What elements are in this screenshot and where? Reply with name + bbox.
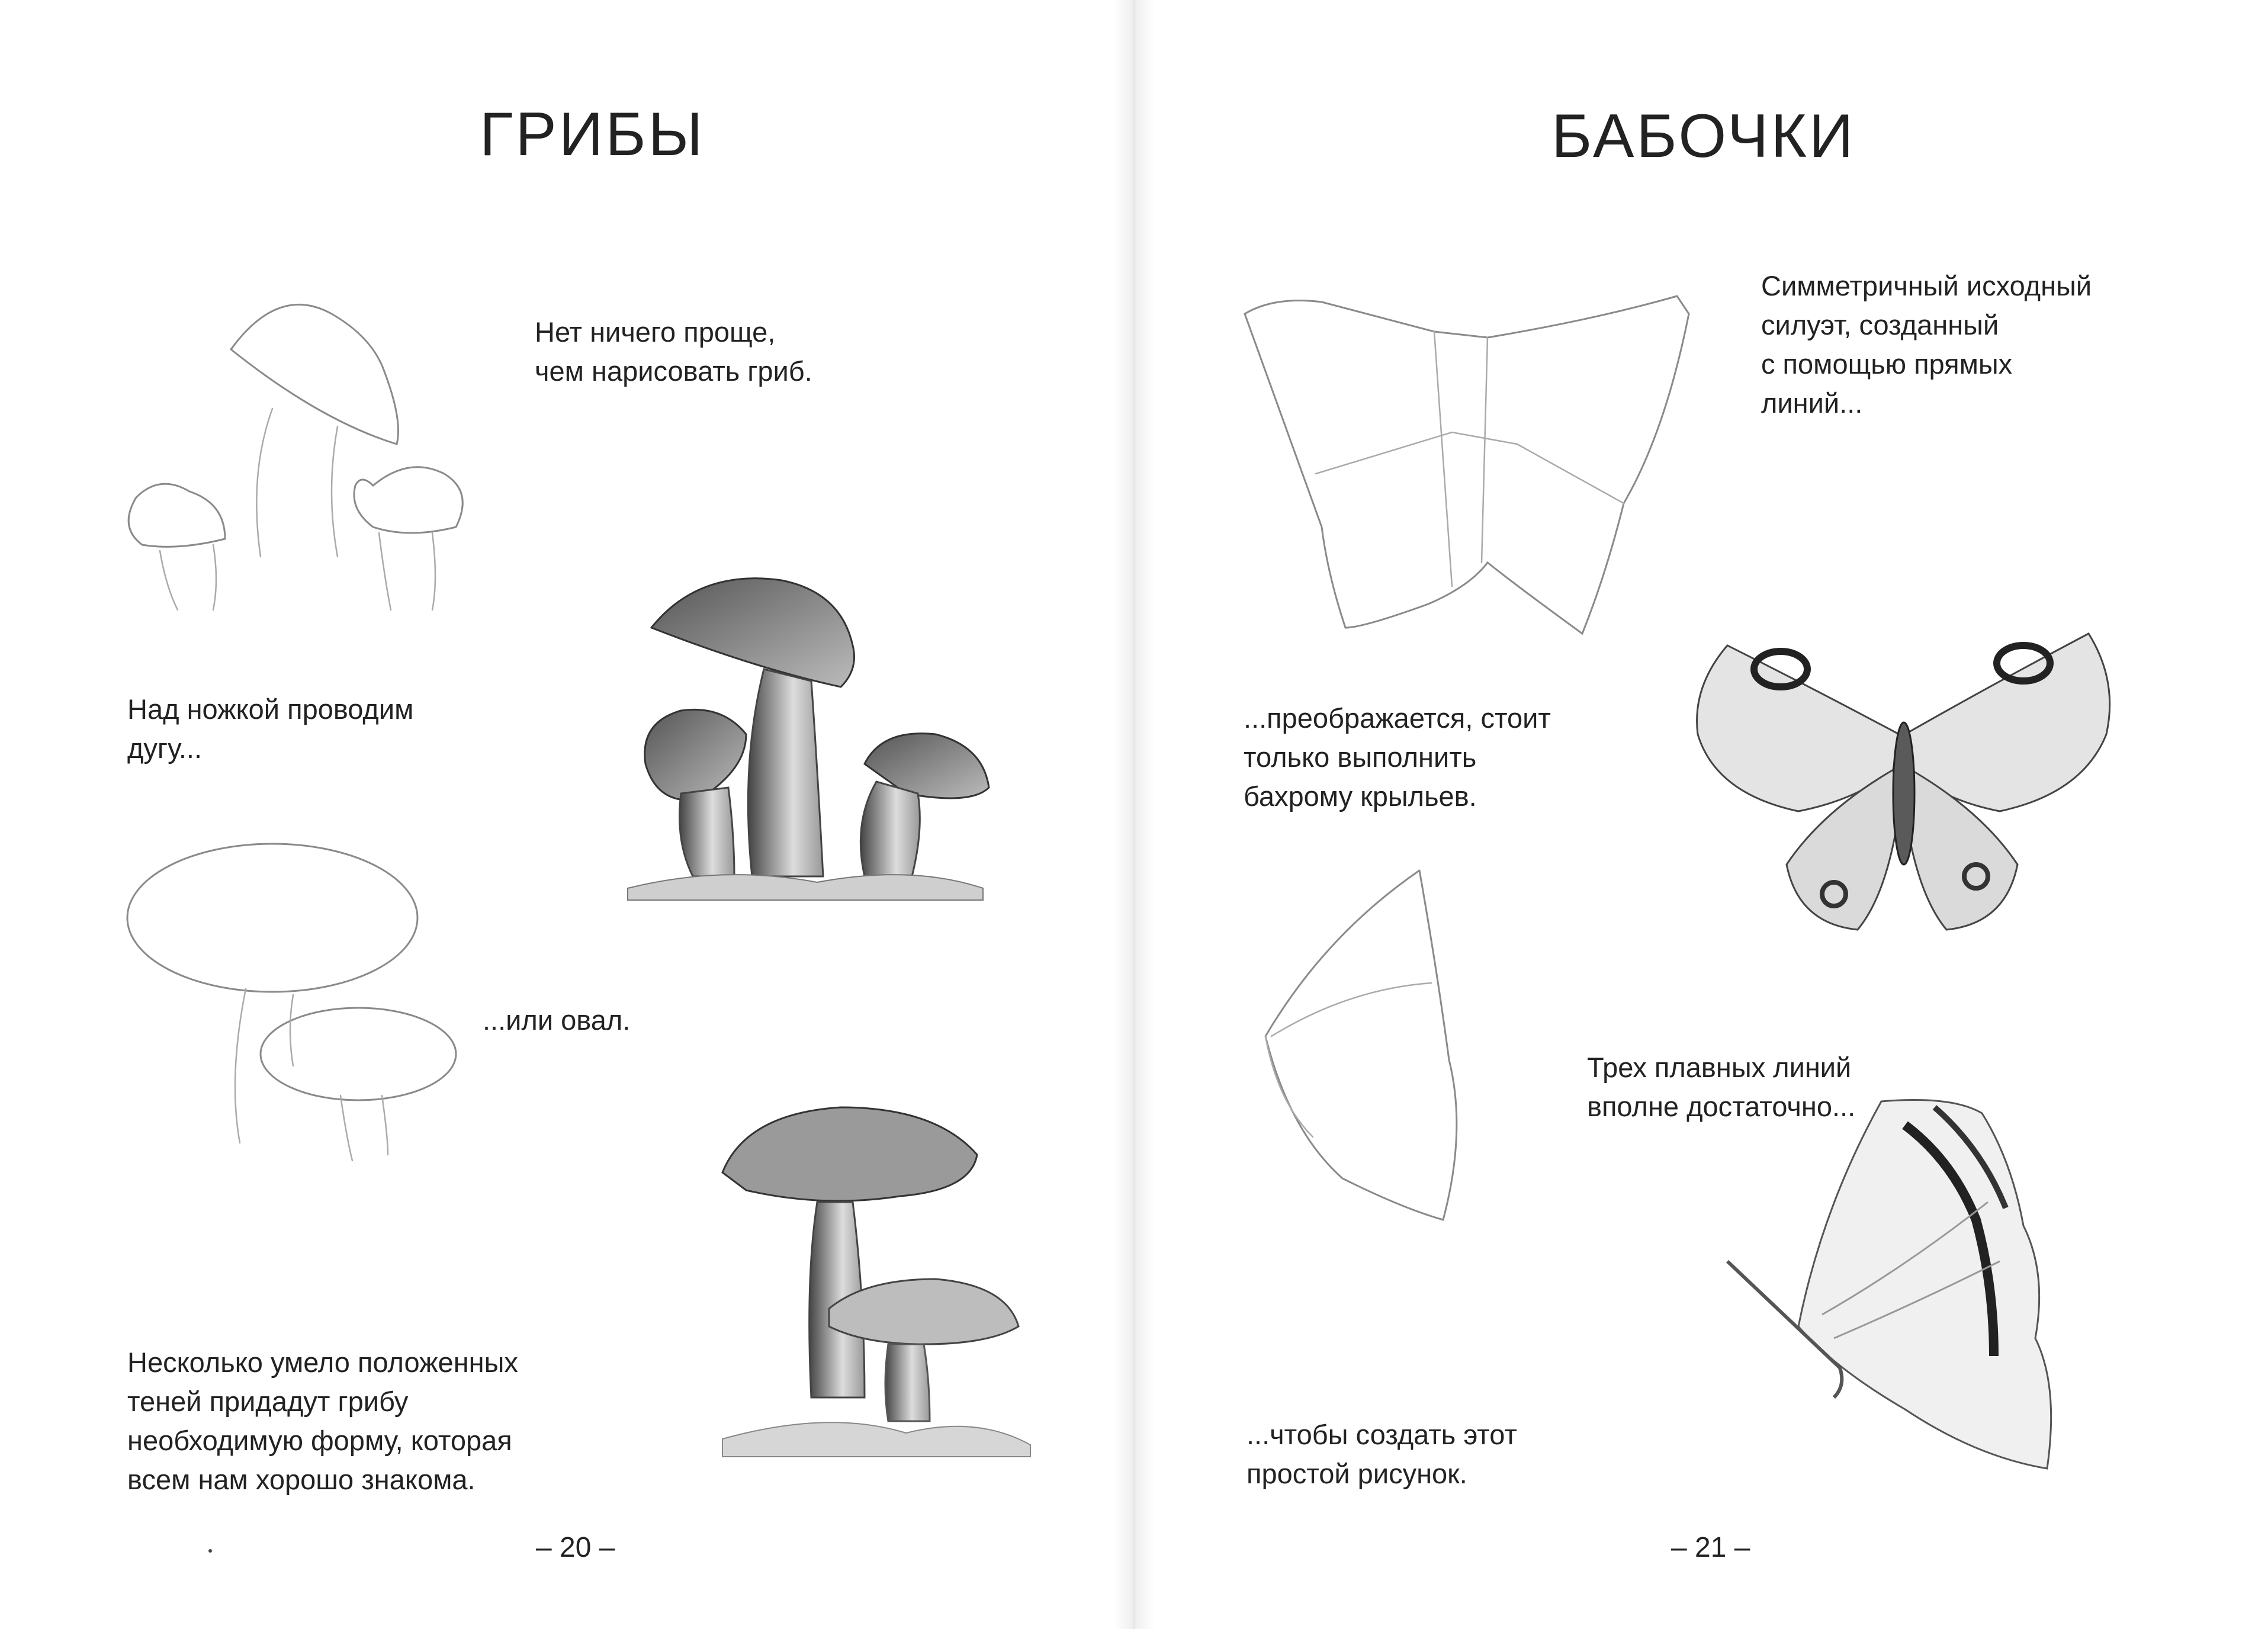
page-speck: [208, 1549, 212, 1553]
page-title-butterflies: БАБОЧКИ: [1551, 102, 1856, 171]
wing-three-line-sketch: [1254, 865, 1520, 1232]
page-title-mushrooms: ГРИБЫ: [480, 100, 705, 169]
side-view-butterfly-drawing: [1727, 1090, 2100, 1486]
peacock-butterfly-drawing: [1680, 616, 2118, 936]
page-number-left: – 20 –: [536, 1532, 615, 1563]
page-number-right: – 21 –: [1671, 1532, 1750, 1563]
caption-easy-mushroom: Нет ничего проще, чем нарисовать гриб.: [535, 316, 812, 387]
mushroom-oval-sketch: [127, 841, 459, 1172]
caption-wing-fringe: ...преображается, стоит только выполнить бахрому крыльев.: [1244, 702, 1551, 812]
caption-shading: Несколько умело положенных теней придадут грибу необходимую форму, которая всем нам хорошо знакома.: [127, 1347, 518, 1495]
left-page: [0, 0, 1132, 1629]
shaded-russula-mushrooms: [711, 1101, 1042, 1480]
caption-symmetric-silhouette: Симметричный исходный силуэт, созданный с помощью прямых линий...: [1761, 270, 2092, 419]
butterfly-line-sketch: [1239, 278, 1695, 640]
caption-or-oval: ...или овал.: [483, 1004, 631, 1036]
caption-three-lines: Трех плавных линий вполне достаточно...: [1587, 1052, 1856, 1122]
mushroom-outline-sketch: [124, 278, 491, 634]
caption-simple-drawing: ...чтобы создать этот простой рисунок.: [1247, 1419, 1517, 1489]
caption-draw-arc: Над ножкой проводим дугу...: [127, 693, 414, 764]
right-page: [1132, 0, 2268, 1629]
shaded-mushroom-group: [628, 568, 1013, 936]
